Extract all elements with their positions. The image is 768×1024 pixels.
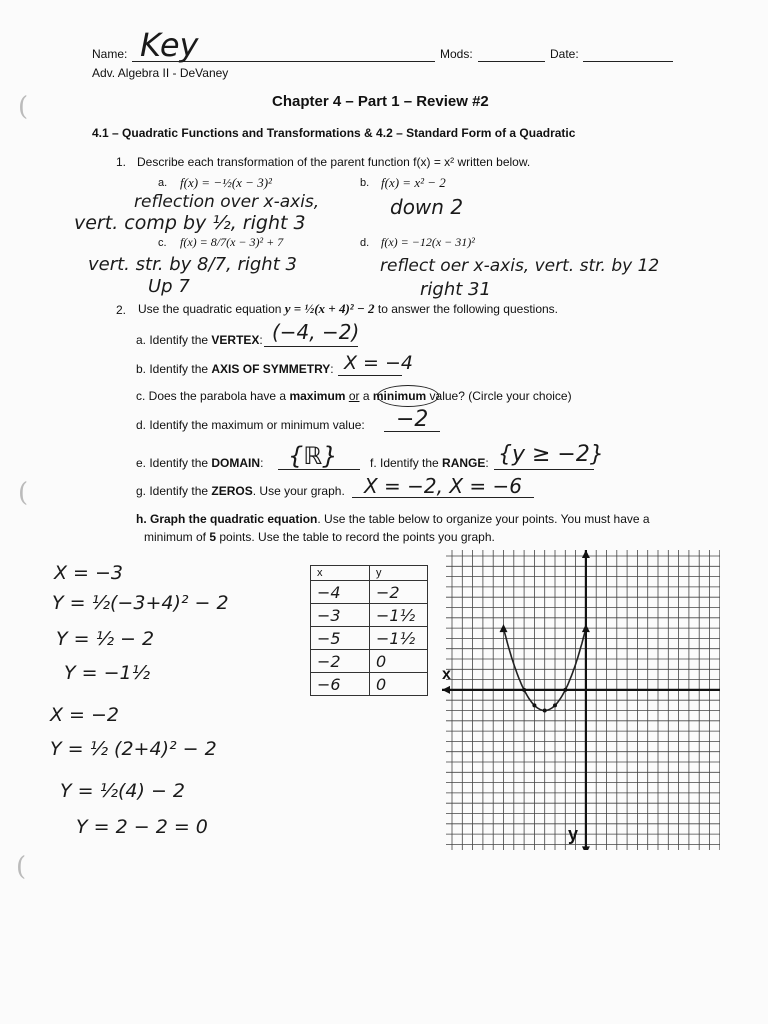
work-line-8: Y = 2 − 2 = 0: [76, 816, 208, 838]
q2f-label-pre: f. Identify the: [370, 456, 443, 470]
date-label: Date:: [550, 47, 579, 61]
q2c-text-post: value? (Circle your choice): [429, 389, 572, 403]
q2-prompt: [138, 301, 558, 317]
table-row: [311, 581, 428, 604]
points-table: [310, 565, 428, 696]
table-row: [311, 627, 428, 650]
work-line-2: Y = ½(−3+4)² − 2: [52, 592, 229, 614]
page-title: Chapter 4 – Part 1 – Review #2: [272, 93, 489, 110]
graph-x-label: x: [442, 666, 451, 683]
name-value: Key: [140, 26, 199, 64]
q2-equation: y = ½(x + 4)² − 2: [284, 301, 375, 316]
q1d-equation: f(x) = −12(x − 31)²: [381, 235, 475, 249]
work-line-4: Y = −1½: [64, 662, 151, 684]
grid-lines: [446, 550, 720, 850]
graph-y-label: y: [568, 824, 579, 844]
q1d-label: d.: [360, 237, 370, 249]
section-subtitle: 4.1 – Quadratic Functions and Transformations & 4.2 – Standard Form of a Quadratic: [92, 126, 576, 140]
q2g-label-post: . Use your graph.: [252, 484, 345, 498]
q2h-label-bold: h. Graph the quadratic equation: [136, 512, 318, 526]
name-label: Name:: [92, 47, 128, 61]
margin-mark: (: [18, 478, 29, 508]
q2g-label-bold: ZEROS: [211, 484, 253, 498]
table-cell-y: 0: [370, 650, 428, 673]
q2e-answer: {ℝ}: [288, 442, 338, 470]
y-axis-arrow-down: [582, 846, 590, 850]
plotted-point: [543, 709, 547, 713]
q1b-equation: f(x) = x² − 2: [381, 175, 446, 190]
q1c-equation: f(x) = 8/7(x − 3)² + 7: [180, 235, 284, 249]
q2-prompt-pre: Use the quadratic equation: [138, 302, 282, 316]
margin-mark: (: [16, 852, 27, 882]
work-line-3: Y = ½ − 2: [56, 628, 155, 650]
q2g-label: [136, 484, 345, 498]
q2a-label-post: :: [259, 333, 263, 347]
q2f-label: [370, 456, 489, 470]
minimum-circle: [377, 385, 439, 407]
work-line-6: Y = ½ (2+4)² − 2: [50, 738, 217, 760]
table-cell-x: −2: [311, 650, 370, 673]
mods-line: [478, 61, 545, 62]
q1-number: 1.: [116, 155, 127, 169]
mods-label: Mods:: [440, 47, 473, 61]
q1a-label: a.: [158, 177, 168, 189]
q2g-label-pre: g. Identify the: [136, 484, 212, 498]
q2e-label-post: :: [260, 456, 264, 470]
table-cell-x: −4: [311, 581, 370, 604]
q1c-label: c.: [158, 237, 167, 249]
table-header-row: [311, 566, 428, 581]
table-cell-x: −3: [311, 604, 370, 627]
plotted-point: [563, 688, 567, 692]
coordinate-grid: [440, 550, 720, 850]
q2f-label-post: :: [485, 456, 489, 470]
q1a-answer-line1: reflection over x-axis,: [134, 192, 320, 212]
q1a-equation: f(x) = −½(x − 3)²: [180, 175, 272, 190]
q2a-line: [264, 346, 358, 347]
q2-prompt-post: to answer the following questions.: [377, 302, 559, 316]
q2e-label-bold: DOMAIN: [211, 456, 261, 470]
table-header-y: y: [370, 566, 428, 581]
q2c-a: a: [362, 389, 370, 403]
q2d-label: d. Identify the maximum or minimum value:: [136, 418, 365, 432]
plotted-point: [553, 703, 557, 707]
q1b-label: b.: [360, 177, 370, 189]
table-row: [311, 673, 428, 696]
table-cell-x: −5: [311, 627, 370, 650]
q2h-line2-pre: minimum of: [144, 530, 210, 544]
plotted-point: [532, 703, 536, 707]
table-cell-y: −2: [370, 581, 428, 604]
q2a-label-bold: VERTEX: [211, 333, 260, 347]
work-line-7: Y = ½(4) − 2: [60, 780, 186, 802]
q1-prompt: Describe each transformation of the parent function f(x) = x² written below.: [137, 155, 531, 169]
q1c-answer-line2: Up 7: [148, 276, 190, 297]
y-axis-arrow-up: [582, 550, 590, 558]
q2b-label-pre: b. Identify the: [136, 362, 212, 376]
q1c-answer-line1: vert. str. by 8/7, right 3: [88, 254, 297, 275]
q2h-line2-bold: 5: [209, 530, 217, 544]
plotted-point: [522, 688, 526, 692]
x-axis-arrow-left: [442, 686, 450, 694]
q2b-line: [338, 375, 402, 376]
q2h-line2-post: points. Use the table to record the points you graph.: [216, 530, 495, 544]
q2g-answer: X = −2, X = −6: [364, 474, 523, 498]
q2c-maximum: maximum: [289, 389, 346, 403]
q2a-answer: (−4, −2): [272, 320, 360, 344]
work-line-5: X = −2: [50, 704, 120, 726]
q2b-label: [136, 362, 334, 376]
q2f-line: [494, 469, 594, 470]
q2c-minimum: minimum: [372, 389, 427, 403]
table-row: [311, 650, 428, 673]
q2-number: 2.: [116, 303, 127, 317]
q2c-or: or: [348, 389, 360, 403]
q1d-answer-line2: right 31: [420, 279, 491, 300]
q2f-answer: {y ≥ −2}: [498, 442, 604, 467]
q2h-line1: [136, 512, 650, 526]
q1a-answer-line2: vert. comp by ½, right 3: [74, 212, 306, 234]
q2h-line2: [144, 530, 495, 544]
table-header-x: x: [311, 566, 370, 581]
q1d-answer-line1: reflect oer x-axis, vert. str. by 12: [380, 256, 660, 276]
q2b-label-post: :: [330, 362, 334, 376]
q2e-label-pre: e. Identify the: [136, 456, 212, 470]
q2b-answer: X = −4: [344, 352, 414, 374]
q2c-text-pre: c. Does the parabola have a: [136, 389, 290, 403]
q2b-label-bold: AXIS OF SYMMETRY: [211, 362, 331, 376]
q2a-label-pre: a. Identify the: [136, 333, 212, 347]
course-label: Adv. Algebra II - DeVaney: [92, 66, 229, 80]
table-cell-y: −1½: [370, 604, 428, 627]
q2h-line1-rest: . Use the table below to organize your points. You must have a: [317, 512, 650, 526]
table-cell-x: −6: [311, 673, 370, 696]
q2a-label: [136, 333, 263, 347]
work-line-1: X = −3: [54, 562, 124, 584]
table-cell-y: 0: [370, 673, 428, 696]
q2e-label: [136, 456, 263, 470]
q1b-answer: down 2: [390, 195, 464, 219]
table-row: [311, 604, 428, 627]
date-line: [583, 61, 673, 62]
margin-mark: (: [18, 92, 29, 122]
q2c-question: [136, 389, 572, 403]
q2f-label-bold: RANGE: [442, 456, 486, 470]
table-cell-y: −1½: [370, 627, 428, 650]
q2d-answer: −2: [396, 407, 429, 432]
